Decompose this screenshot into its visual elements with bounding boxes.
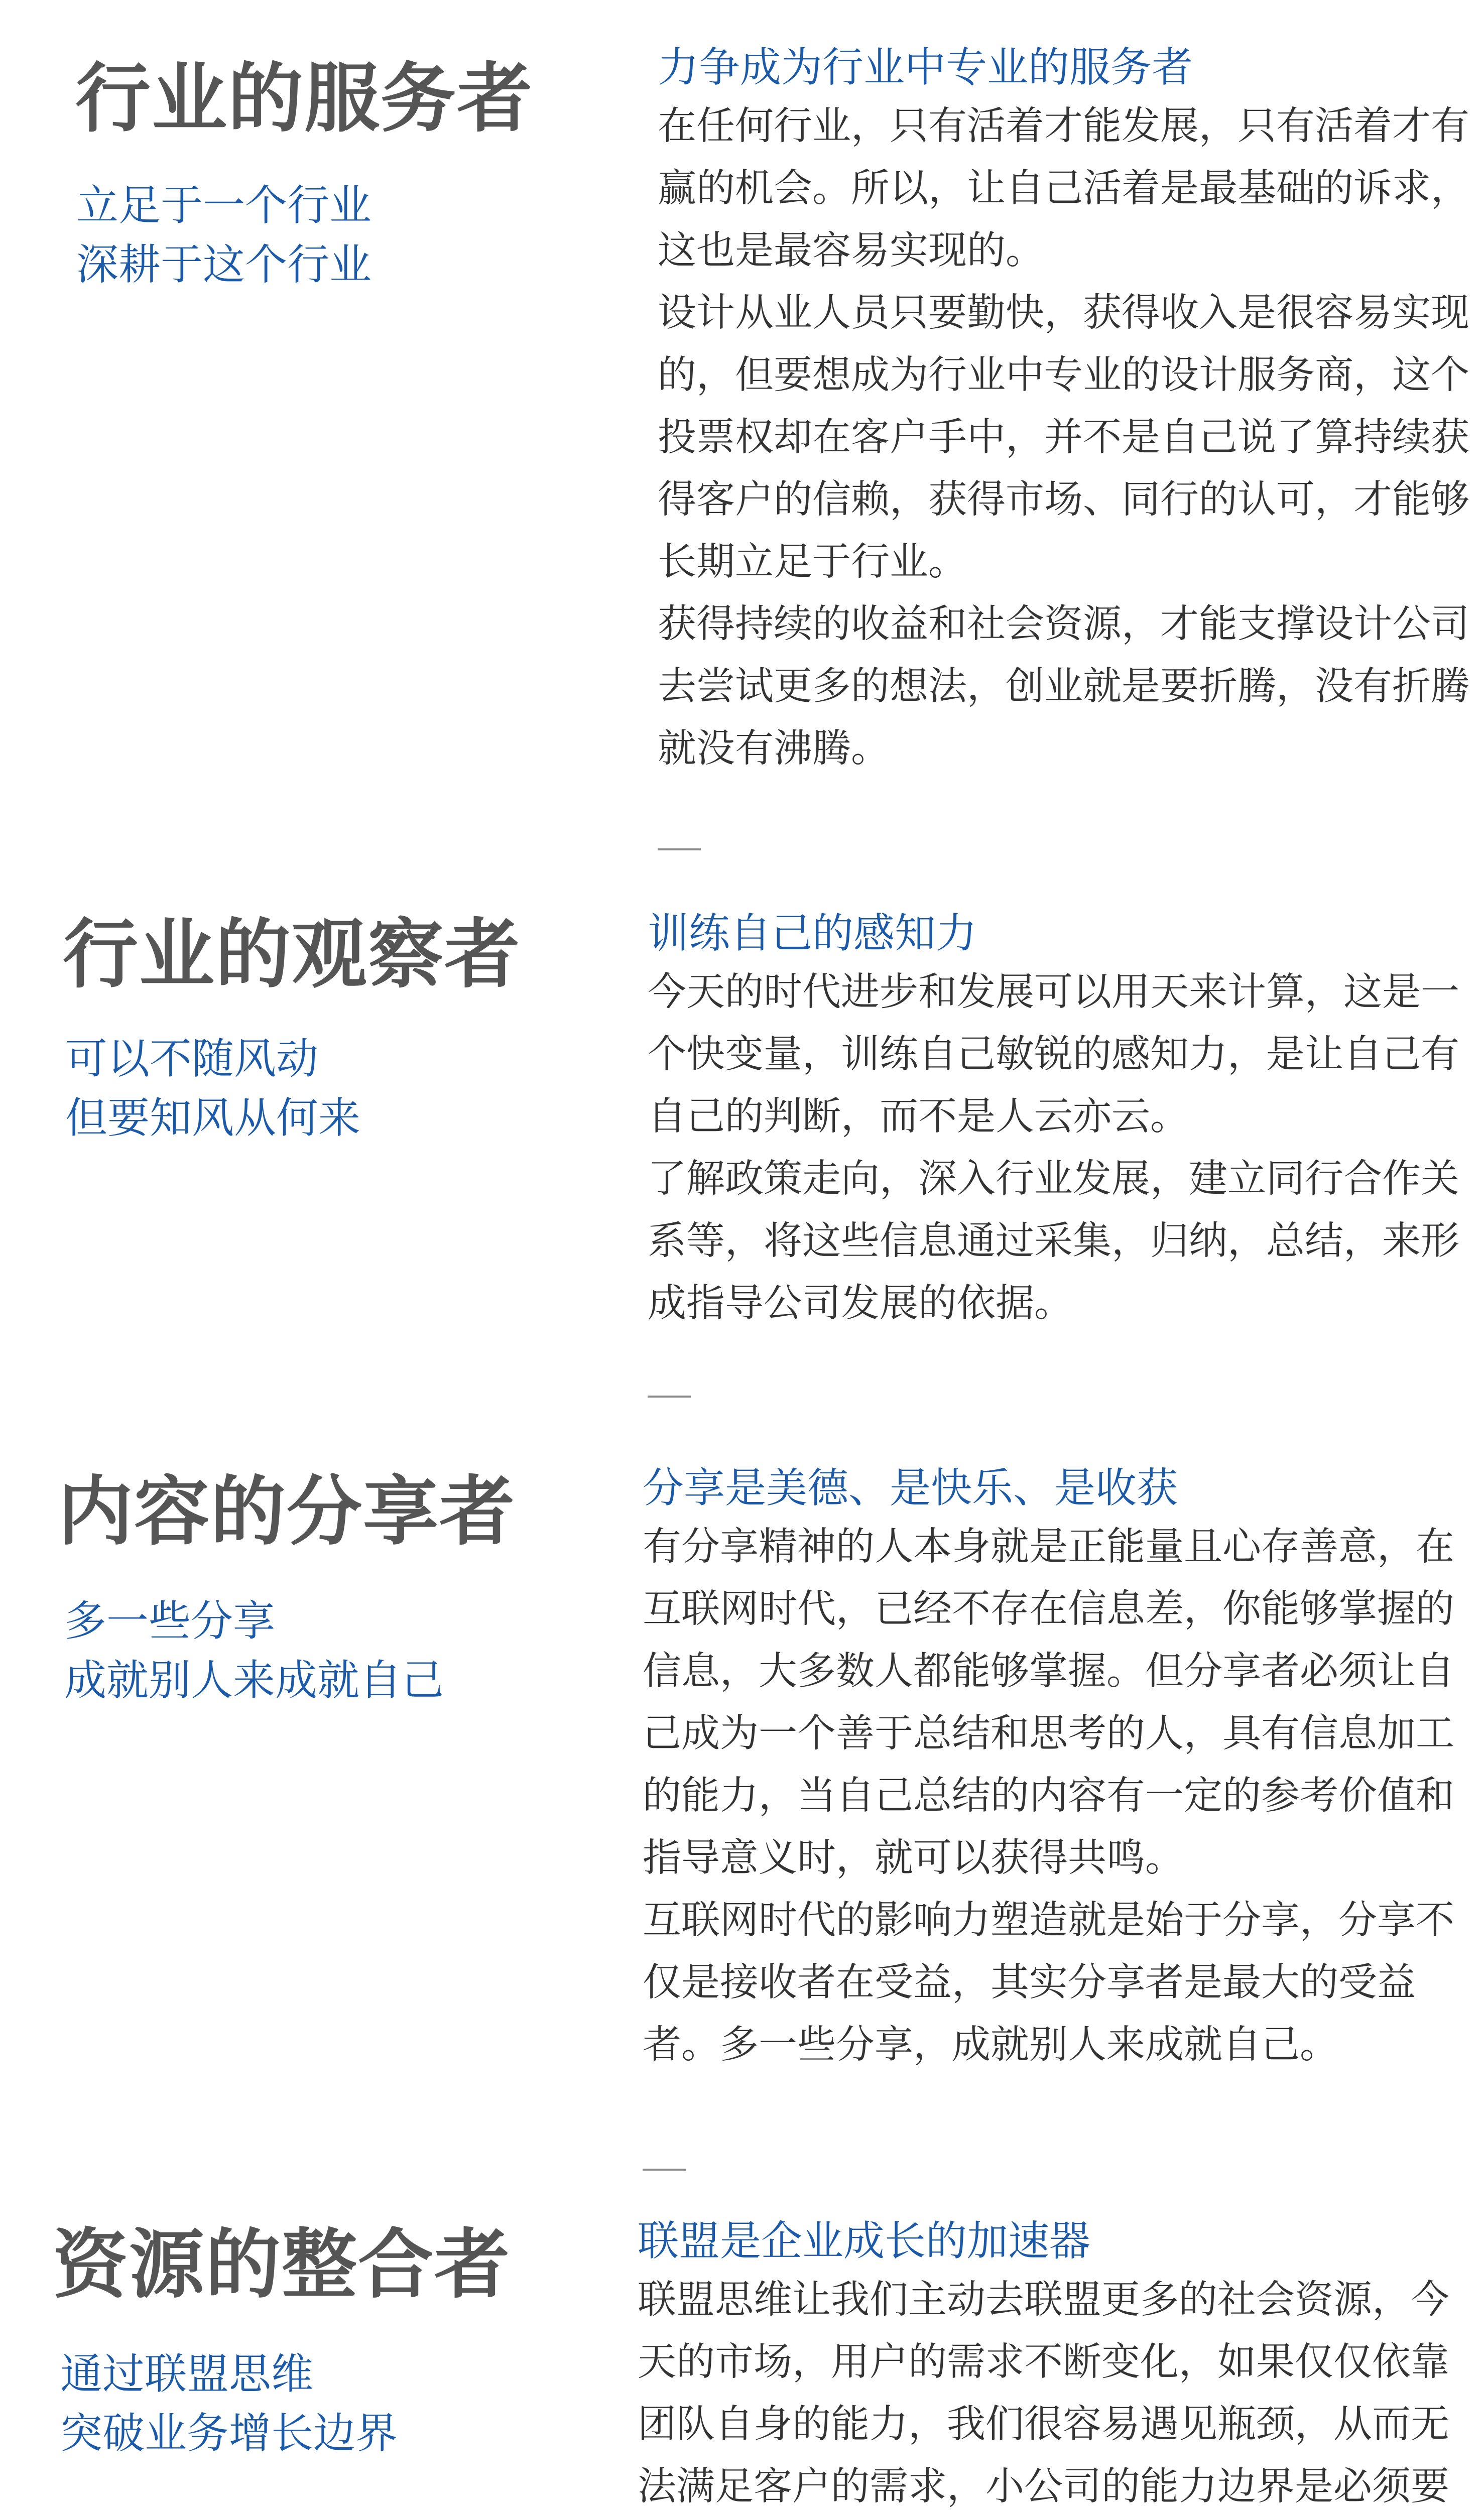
section-body: [643, 1461, 1471, 2076]
section-title: 行业的观察者: [63, 911, 521, 998]
section-heading: 训练自己的感知力: [648, 910, 977, 957]
subtitle-line: 但要知风从何来: [65, 1093, 361, 1143]
subtitle-line: 深耕于这个行业: [76, 240, 372, 289]
paragraph: 在任何行业，只有活着才能发展，只有活着才有赢的机会。所以，让自己活着是最基础的诉求，这也是最容易实现的。: [658, 104, 1469, 273]
section-divider: [643, 2169, 686, 2171]
paragraph: 今天的时代进步和发展可以用天来计算，这是一个快变量，训练自己敏锐的感知力，是让自己有自己的判断，而不是人云亦云。: [648, 970, 1459, 1139]
subtitle-line: 通过联盟思维: [60, 2349, 314, 2399]
section-body: [658, 40, 1484, 780]
section-subtitle: [60, 2344, 398, 2463]
subtitle-line: 多一些分享: [64, 1596, 276, 1646]
section-heading: 力争成为行业中专业的服务者: [658, 44, 1193, 91]
paragraph: 了解政策走向，深入行业发展，建立同行合作关系等，将这些信息通过采集，归纳，总结，来形成指导公司发展的依据。: [648, 1157, 1459, 1326]
section-title: 内容的分享者: [58, 1468, 516, 1556]
section-body: [638, 2214, 1466, 2510]
paragraph: 获得持续的收益和社会资源，才能支撑设计公司去尝试更多的想法，创业就是要折腾，没有折腾就没有沸腾。: [658, 602, 1469, 771]
paragraph: 联盟思维让我们主动去联盟更多的社会资源，今天的市场，用户的需求不断变化，如果仅仅依靠团队自身的能力，我们很容易遇见瓶颈，从而无法满足客户的需求，小公司的能力边界是必须要: [638, 2278, 1449, 2509]
section-subtitle: [64, 1591, 444, 1710]
section-title: 资源的整合者: [53, 2221, 511, 2309]
paragraph: 设计从业人员只要勤快，获得收入是很容易实现的，但要想成为行业中专业的设计服务商，这个投票权却在客户手中，并不是自己说了算持续获得客户的信赖，获得市场、同行的认可，才能够长期立足于行业。: [658, 291, 1469, 584]
section-subtitle: [76, 176, 372, 294]
subtitle-line: 突破业务增长边界: [60, 2409, 398, 2458]
section-title: 行业的服务者: [75, 55, 534, 143]
section-divider: [648, 1396, 691, 1398]
section-heading: 分享是美德、是快乐、是收获: [643, 1464, 1178, 1512]
subtitle-line: 立足于一个行业: [76, 181, 372, 230]
subtitle-line: 成就别人来成就自己: [64, 1656, 444, 1705]
section-subtitle: [65, 1029, 360, 1148]
paragraph: 有分享精神的人本身就是正能量且心存善意，在互联网时代，已经不存在信息差，你能够掌握的信息，大多数人都能够掌握。但分享者必须让自己成为一个善于总结和思考的人，具有信息加工的能力，当自己总结的内容有一定的参考价值和指导意义时，就可以获得共鸣。: [643, 1525, 1454, 1880]
section-divider: [658, 848, 701, 850]
section-body: [648, 906, 1476, 1335]
section-heading: 联盟是企业成长的加速器: [638, 2217, 1091, 2265]
paragraph: 互联网时代的影响力塑造就是始于分享，分享不仅是接收者在受益，其实分享者是最大的受益者。多一些分享，成就别人来成就自己。: [643, 1898, 1454, 2067]
subtitle-line: 可以不随风动: [65, 1034, 319, 1083]
